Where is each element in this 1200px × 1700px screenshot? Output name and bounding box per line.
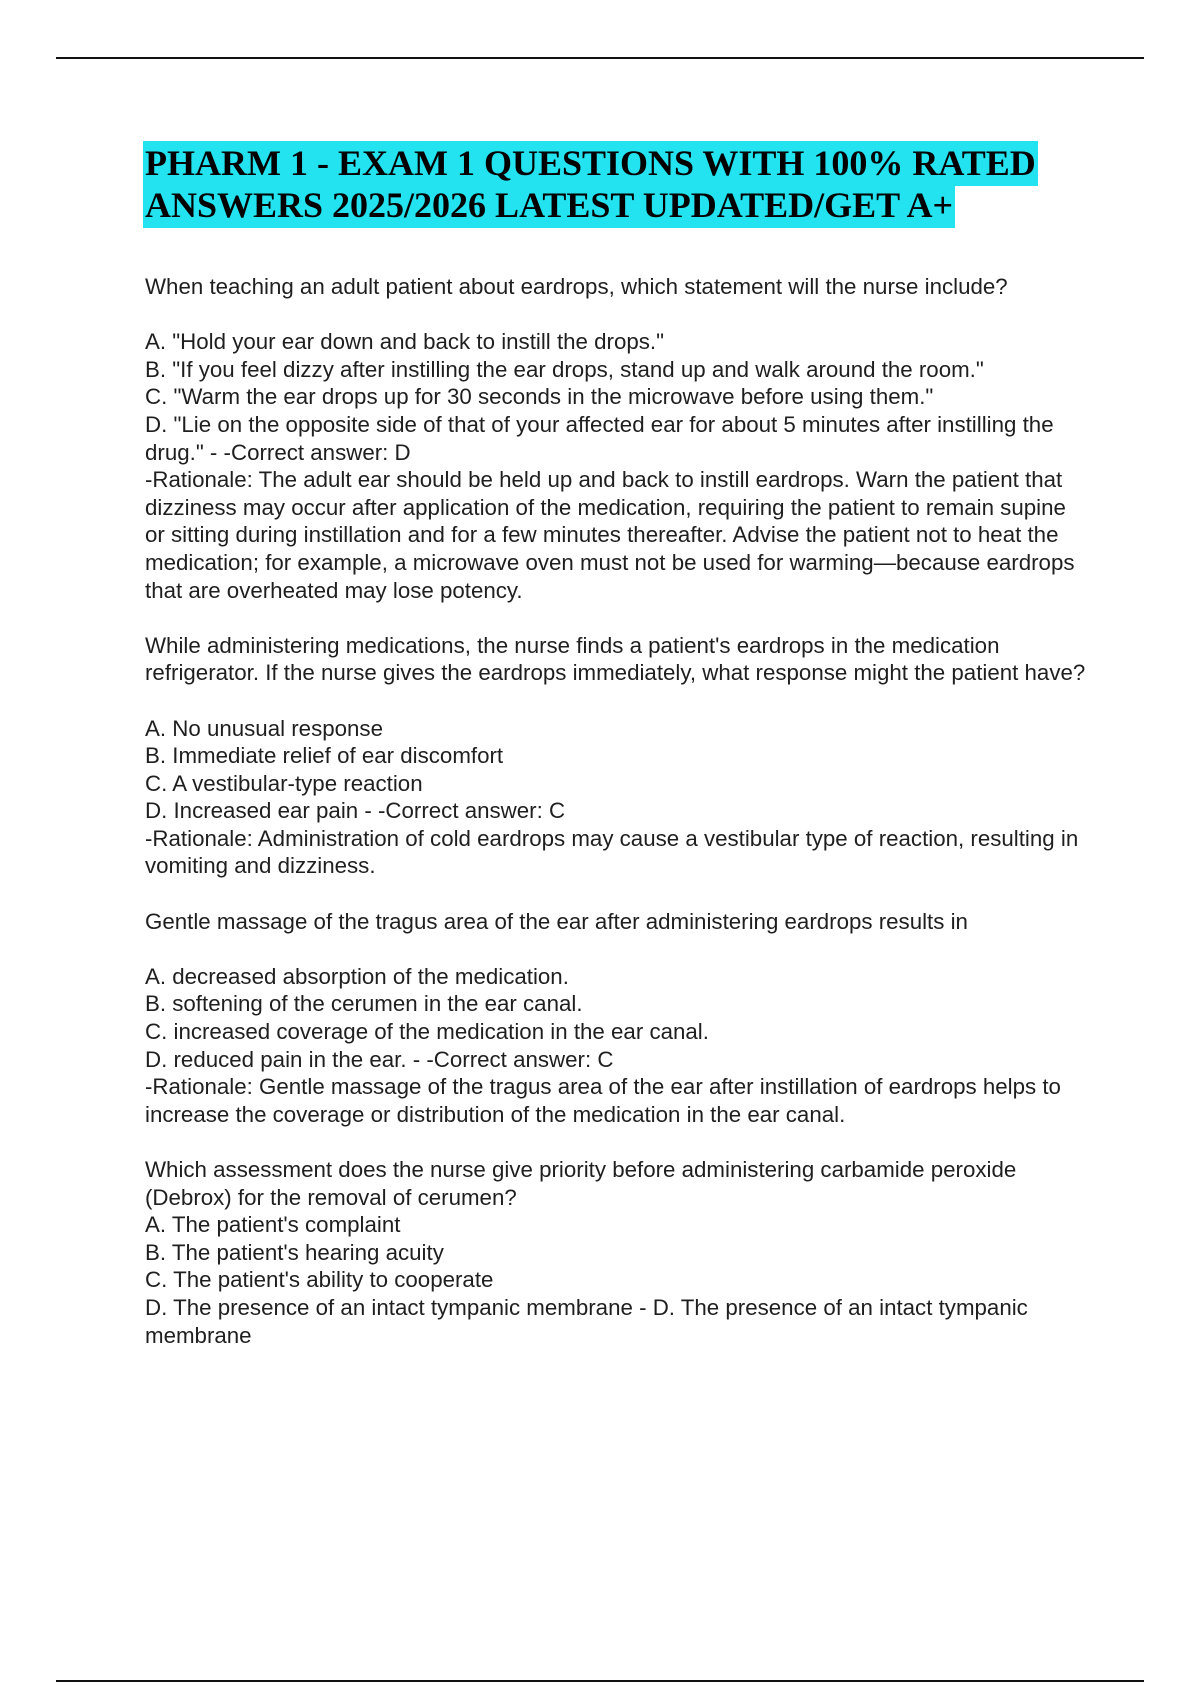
question-1-option-a: A. "Hold your ear down and back to instill the drops." bbox=[145, 329, 665, 355]
question-2-stem: While administering medications, the nurse finds a patient's eardrops in the medication refrigerator. If the nurse gives the eardrops immediately, what response might the patient have? bbox=[145, 632, 1086, 686]
question-1-option-c: C. "Warm the ear drops up for 30 seconds in the microwave before using them." bbox=[145, 384, 934, 410]
header-rule bbox=[56, 57, 1144, 59]
question-4-option-b: B. The patient's hearing acuity bbox=[145, 1239, 444, 1265]
question-3-rationale: -Rationale: Gentle massage of the tragus area of the ear after instillation of eardrops helps to increase the coverage or distribution of the medication in the ear canal. bbox=[145, 1074, 1068, 1127]
question-4-stem: Which assessment does the nurse give priority before administering carbamide peroxide (Debrox) for the removal of cerumen? bbox=[145, 1157, 1023, 1210]
question-4-option-d: D. The presence of an intact tympanic membrane - D. The presence of an intact tympanic membrane bbox=[145, 1294, 1035, 1348]
document-body bbox=[145, 273, 1090, 1349]
question-3-option-b: B. softening of the cerumen in the ear canal. bbox=[145, 991, 583, 1017]
question-4-option-c: C. The patient's ability to cooperate bbox=[145, 1267, 494, 1293]
question-2-option-a: A. No unusual response bbox=[145, 715, 383, 741]
question-3-stem: Gentle massage of the tragus area of the ear after administering eardrops results in bbox=[145, 908, 968, 934]
question-1-rationale: -Rationale: The adult ear should be held up and back to instill eardrops. Warn the patient that dizziness may occur after application of the medication, requiring the patient to remain supine or sitting during instillation and for a few minutes thereafter. Advise the patient not to heat the medication; for example, a microwave oven must not be used for warming—because eardrops that are overheated may lose potency. bbox=[145, 467, 1081, 603]
question-1-option-b: B. "If you feel dizzy after instilling the ear drops, stand up and walk around the room." bbox=[145, 356, 984, 382]
title-line-1: PHARM 1 - EXAM 1 QUESTIONS WITH 100% RATED bbox=[143, 141, 1038, 186]
question-1-option-d: D. "Lie on the opposite side of that of your affected ear for about 5 minutes after instilling the drug." - -Correct answer: D bbox=[145, 411, 1060, 465]
question-1-stem: When teaching an adult patient about eardrops, which statement will the nurse include? bbox=[145, 274, 1008, 299]
document-title bbox=[143, 142, 1063, 226]
title-line-2: ANSWERS 2025/2026 LATEST UPDATED/GET A+ bbox=[143, 183, 955, 228]
question-2-option-c: C. A vestibular-type reaction bbox=[145, 770, 423, 796]
question-3-option-d: D. reduced pain in the ear. - -Correct answer: C bbox=[145, 1046, 614, 1072]
question-3-option-a: A. decreased absorption of the medication. bbox=[145, 963, 569, 989]
question-2-option-b: B. Immediate relief of ear discomfort bbox=[145, 743, 504, 769]
question-4-option-a: A. The patient's complaint bbox=[145, 1212, 401, 1238]
question-2-option-d: D. Increased ear pain - -Correct answer: C bbox=[145, 798, 566, 824]
footer-rule bbox=[56, 1680, 1144, 1682]
question-3-option-c: C. increased coverage of the medication in the ear canal. bbox=[145, 1019, 709, 1045]
question-2-rationale: -Rationale: Administration of cold eardrops may cause a vestibular type of reaction, resulting in vomiting and dizziness. bbox=[145, 825, 1085, 879]
